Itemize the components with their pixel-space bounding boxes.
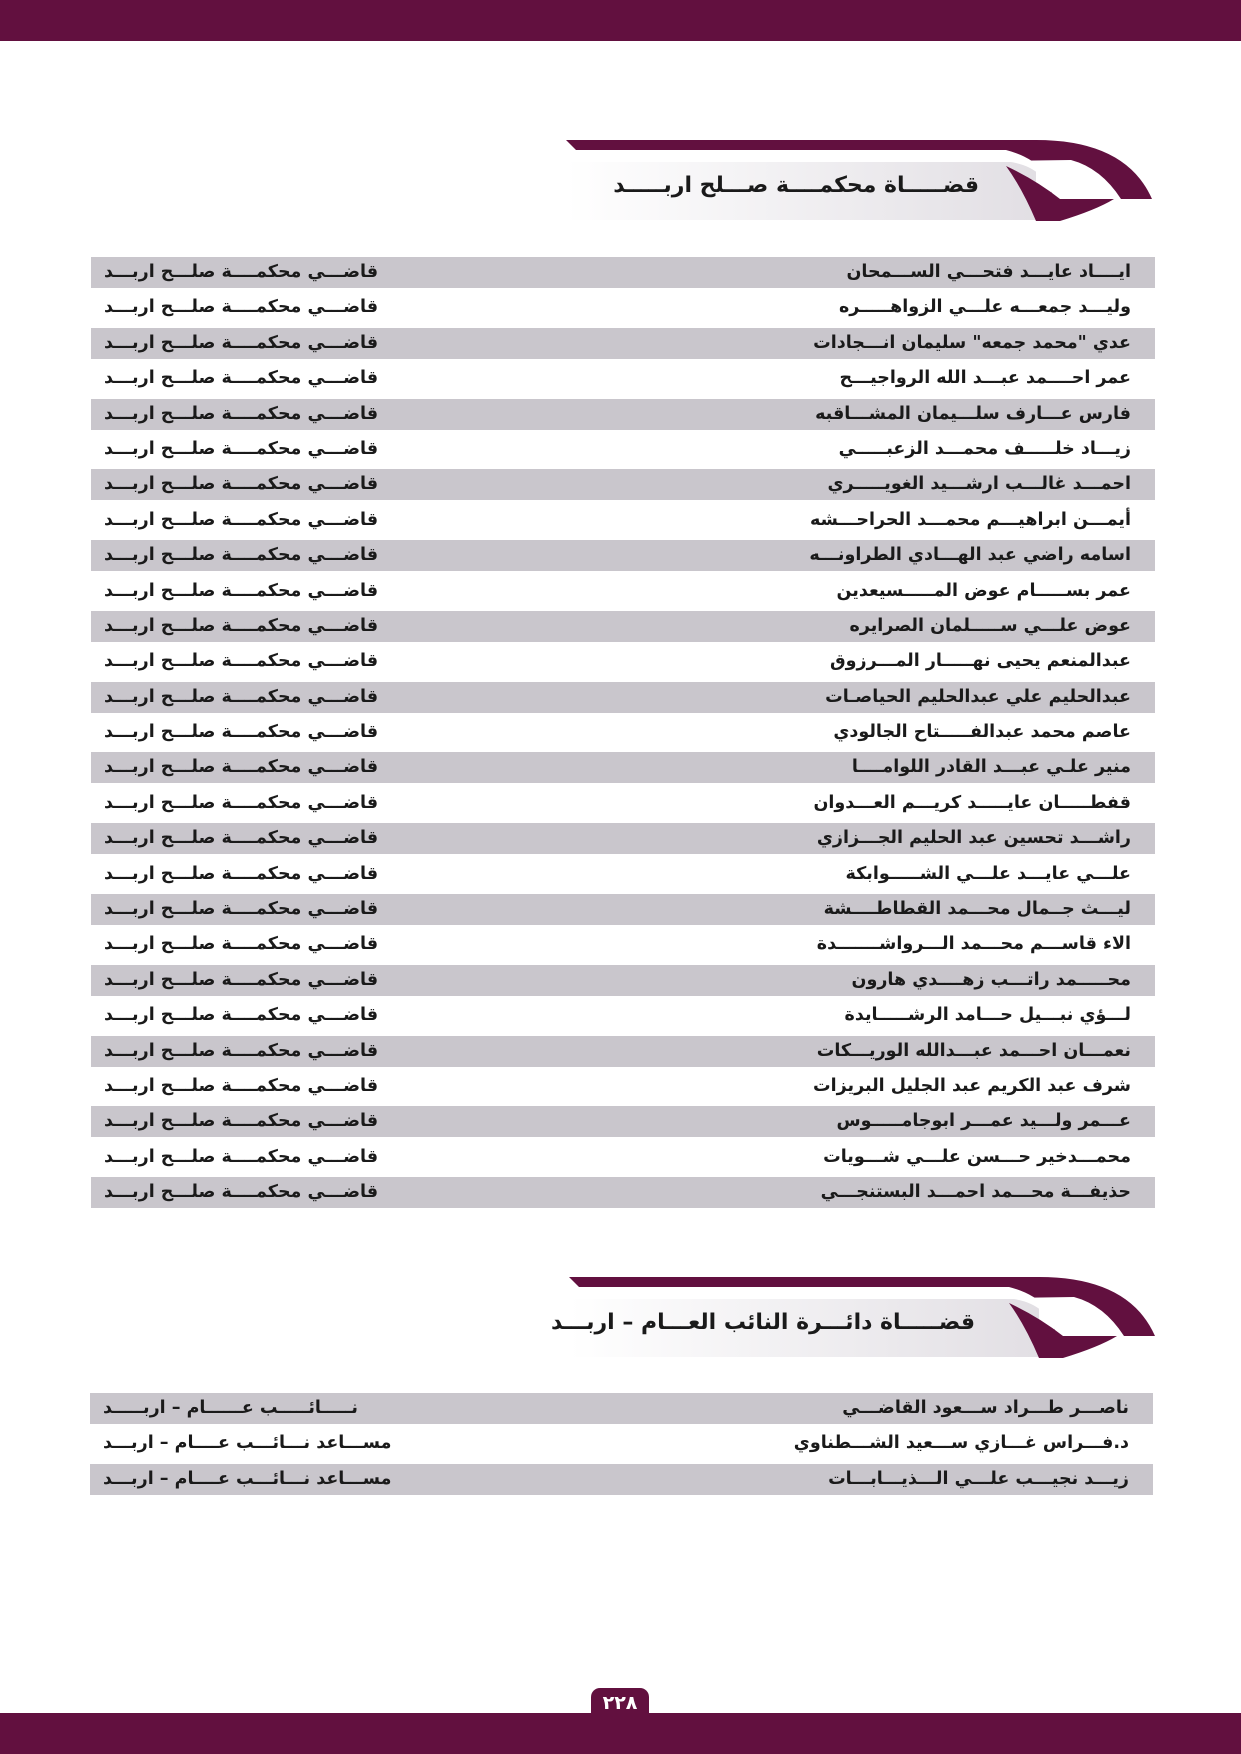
table-row	[91, 434, 1155, 465]
name-cell: عدي "محمد جمعه" سليمان انـــجادات	[813, 332, 1131, 353]
name-cell: نعمـــان احـــمد عبـــدالله الوريـــكات	[816, 1040, 1131, 1061]
page-number: ٢٢٨	[591, 1688, 649, 1718]
table-row	[91, 1106, 1155, 1137]
table-row	[91, 257, 1155, 288]
table-row	[91, 788, 1155, 819]
name-cell: عبدالمنعم يحيى نهـــــار المـــرزوق	[830, 651, 1131, 672]
title-cell: قاضـــي محكمــــة صلـــح اربـــد	[104, 1146, 379, 1167]
table-row	[91, 1036, 1155, 1067]
name-cell: فارس عـــارف سلـــيمان المشـــاقبه	[815, 403, 1131, 424]
title-cell: مســـاعد نـــائـــب عــــام – اربـــد	[103, 1433, 392, 1454]
table-row	[91, 682, 1155, 713]
title-cell: قاضـــي محكمــــة صلـــح اربـــد	[104, 580, 379, 601]
name-cell: زيـــاد خلـــــف محمـــد الزعبـــــي	[838, 438, 1131, 459]
table-row	[91, 894, 1155, 925]
name-cell: عمر احــــمد عبـــد الله الرواجيـــح	[839, 368, 1131, 389]
name-cell: عبدالحليم علي عبدالحليم الحياصـات	[825, 686, 1131, 707]
table-row	[91, 717, 1155, 748]
table-row	[91, 859, 1155, 890]
name-cell: محمـــدخير حـــسن علـــي شـــويات	[823, 1146, 1131, 1167]
title-cell: قاضـــي محكمــــة صلـــح اربـــد	[104, 1005, 379, 1026]
title-cell: قاضـــي محكمــــة صلـــح اربـــد	[104, 368, 379, 389]
bottom-band	[0, 1713, 1241, 1754]
section-title-1: قضـــــاة محكمــــة صـــلح اربـــــد	[613, 173, 979, 198]
table-row	[91, 469, 1155, 500]
table-row	[91, 611, 1155, 642]
title-cell: قاضـــي محكمــــة صلـــح اربـــد	[104, 863, 379, 884]
table-row	[91, 1071, 1155, 1102]
name-cell: عاصم محمد عبدالفـــــتاح الجالودي	[833, 722, 1131, 743]
title-cell: قاضـــي محكمــــة صلـــح اربـــد	[104, 757, 379, 778]
name-cell: أيمـــن ابراهيـــم محمـــد الحراحـــشه	[810, 509, 1131, 530]
table-row	[90, 1464, 1153, 1495]
title-cell: قاضـــي محكمــــة صلـــح اربـــد	[104, 403, 379, 424]
name-cell: عـــمر ولـــيد عمـــر ابوجامـــــوس	[836, 1111, 1131, 1132]
name-cell: زيـــد نجيـــب علـــي الـــذيـــابـــات	[828, 1468, 1129, 1489]
title-cell: قاضـــي محكمــــة صلـــح اربـــد	[104, 792, 379, 813]
title-cell: قاضـــي محكمــــة صلـــح اربـــد	[104, 438, 379, 459]
title-cell: قاضـــي محكمــــة صلـــح اربـــد	[104, 615, 379, 636]
name-cell: شرف عبد الكريم عبد الجليل البريزات	[813, 1075, 1131, 1096]
name-cell: ايــــاد عايـــد فتحـــي الســـمحان	[846, 262, 1131, 282]
table-row	[90, 1393, 1153, 1424]
table-row	[91, 1177, 1155, 1208]
title-cell: قاضـــي محكمــــة صلـــح اربـــد	[104, 934, 379, 955]
table-row	[91, 363, 1155, 394]
judges-table-1	[91, 257, 1155, 1208]
name-cell: احمـــد غالـــب ارشـــيد الغويـــــري	[827, 474, 1131, 495]
title-cell: قاضـــي محكمــــة صلـــح اربـــد	[104, 1182, 379, 1203]
title-cell: قاضـــي محكمــــة صلـــح اربـــد	[104, 828, 379, 849]
table-row	[91, 540, 1155, 571]
title-cell: قاضـــي محكمــــة صلـــح اربـــد	[104, 651, 379, 672]
table-row	[91, 929, 1155, 960]
table-row	[91, 328, 1155, 359]
table-row	[91, 292, 1155, 323]
name-cell: عوض علـــي ســـــلمان الصرايره	[849, 615, 1131, 636]
table-row	[91, 576, 1155, 607]
name-cell: لـــؤي نبـــيل حـــامد الرشـــــايدة	[844, 1005, 1131, 1026]
title-cell: قاضـــي محكمــــة صلـــح اربـــد	[104, 262, 379, 282]
title-cell: نـــــائـــــب عــــــام – اربـــــد	[103, 1398, 358, 1418]
title-cell: قاضـــي محكمــــة صلـــح اربـــد	[104, 332, 379, 353]
title-cell: قاضـــي محكمــــة صلـــح اربـــد	[104, 297, 379, 318]
title-cell: قاضـــي محكمــــة صلـــح اربـــد	[104, 1040, 379, 1061]
name-cell: الاء قاســـم محـــمد الـــرواشـــــــدة	[816, 934, 1131, 955]
section-header-1	[566, 140, 1152, 224]
table-row	[91, 399, 1155, 430]
table-row	[91, 646, 1155, 677]
table-row	[90, 1428, 1153, 1459]
title-cell: قاضـــي محكمــــة صلـــح اربـــد	[104, 474, 379, 495]
name-cell: ليـــث جــمال محـــمد القطاطــــشة	[823, 899, 1131, 920]
name-cell: محـــــمد راتـــب زهــــدي هارون	[851, 969, 1131, 990]
name-cell: عمر بســـــام عوض المـــــسيعدين	[836, 580, 1131, 601]
title-cell: قاضـــي محكمــــة صلـــح اربـــد	[104, 1075, 379, 1096]
name-cell: اسامه راضي عبد الهـــادي الطراونـــه	[809, 545, 1131, 566]
table-row	[91, 505, 1155, 536]
name-cell: د.فـــراس غـــازي ســـعيد الشـــطناوي	[793, 1433, 1129, 1454]
name-cell: منير علـي عبـــد القادر اللوامــــا	[851, 757, 1131, 778]
title-cell: قاضـــي محكمــــة صلـــح اربـــد	[104, 1111, 379, 1132]
name-cell: راشـــد تحسين عبد الحليم الجـــزازي	[816, 828, 1131, 849]
table-row	[91, 1142, 1155, 1173]
title-cell: قاضـــي محكمــــة صلـــح اربـــد	[104, 509, 379, 530]
title-cell: قاضـــي محكمــــة صلـــح اربـــد	[104, 899, 379, 920]
name-cell: ناصـــر طـــراد ســـعود القاضـــي	[842, 1398, 1129, 1418]
section-header-2	[550, 1277, 1155, 1361]
title-cell: قاضـــي محكمــــة صلـــح اربـــد	[104, 686, 379, 707]
name-cell: حذيفـــة محـــمد احمـــد البستنجـــي	[820, 1182, 1131, 1203]
name-cell: وليـــد جمعـــه علـــي الزواهـــــره	[838, 297, 1131, 318]
section-title-2: قضـــــاة دائـــرة النائب العـــام – اربـــد	[550, 1310, 975, 1335]
table-row	[91, 752, 1155, 783]
name-cell: علـــي عايـــد علـــي الشـــــوابكة	[845, 863, 1131, 884]
title-cell: قاضـــي محكمــــة صلـــح اربـــد	[104, 545, 379, 566]
table-row	[91, 823, 1155, 854]
title-cell: مســـاعد نـــائـــب عــــام – اربـــد	[103, 1468, 392, 1489]
name-cell: قفطـــــان عايـــــد كريـــم العـــدوان	[813, 792, 1131, 813]
title-cell: قاضـــي محكمــــة صلـــح اربـــد	[104, 722, 379, 743]
top-band	[0, 0, 1241, 41]
judges-table-2	[90, 1393, 1153, 1495]
table-row	[91, 1000, 1155, 1031]
title-cell: قاضـــي محكمــــة صلـــح اربـــد	[104, 969, 379, 990]
table-row	[91, 965, 1155, 996]
